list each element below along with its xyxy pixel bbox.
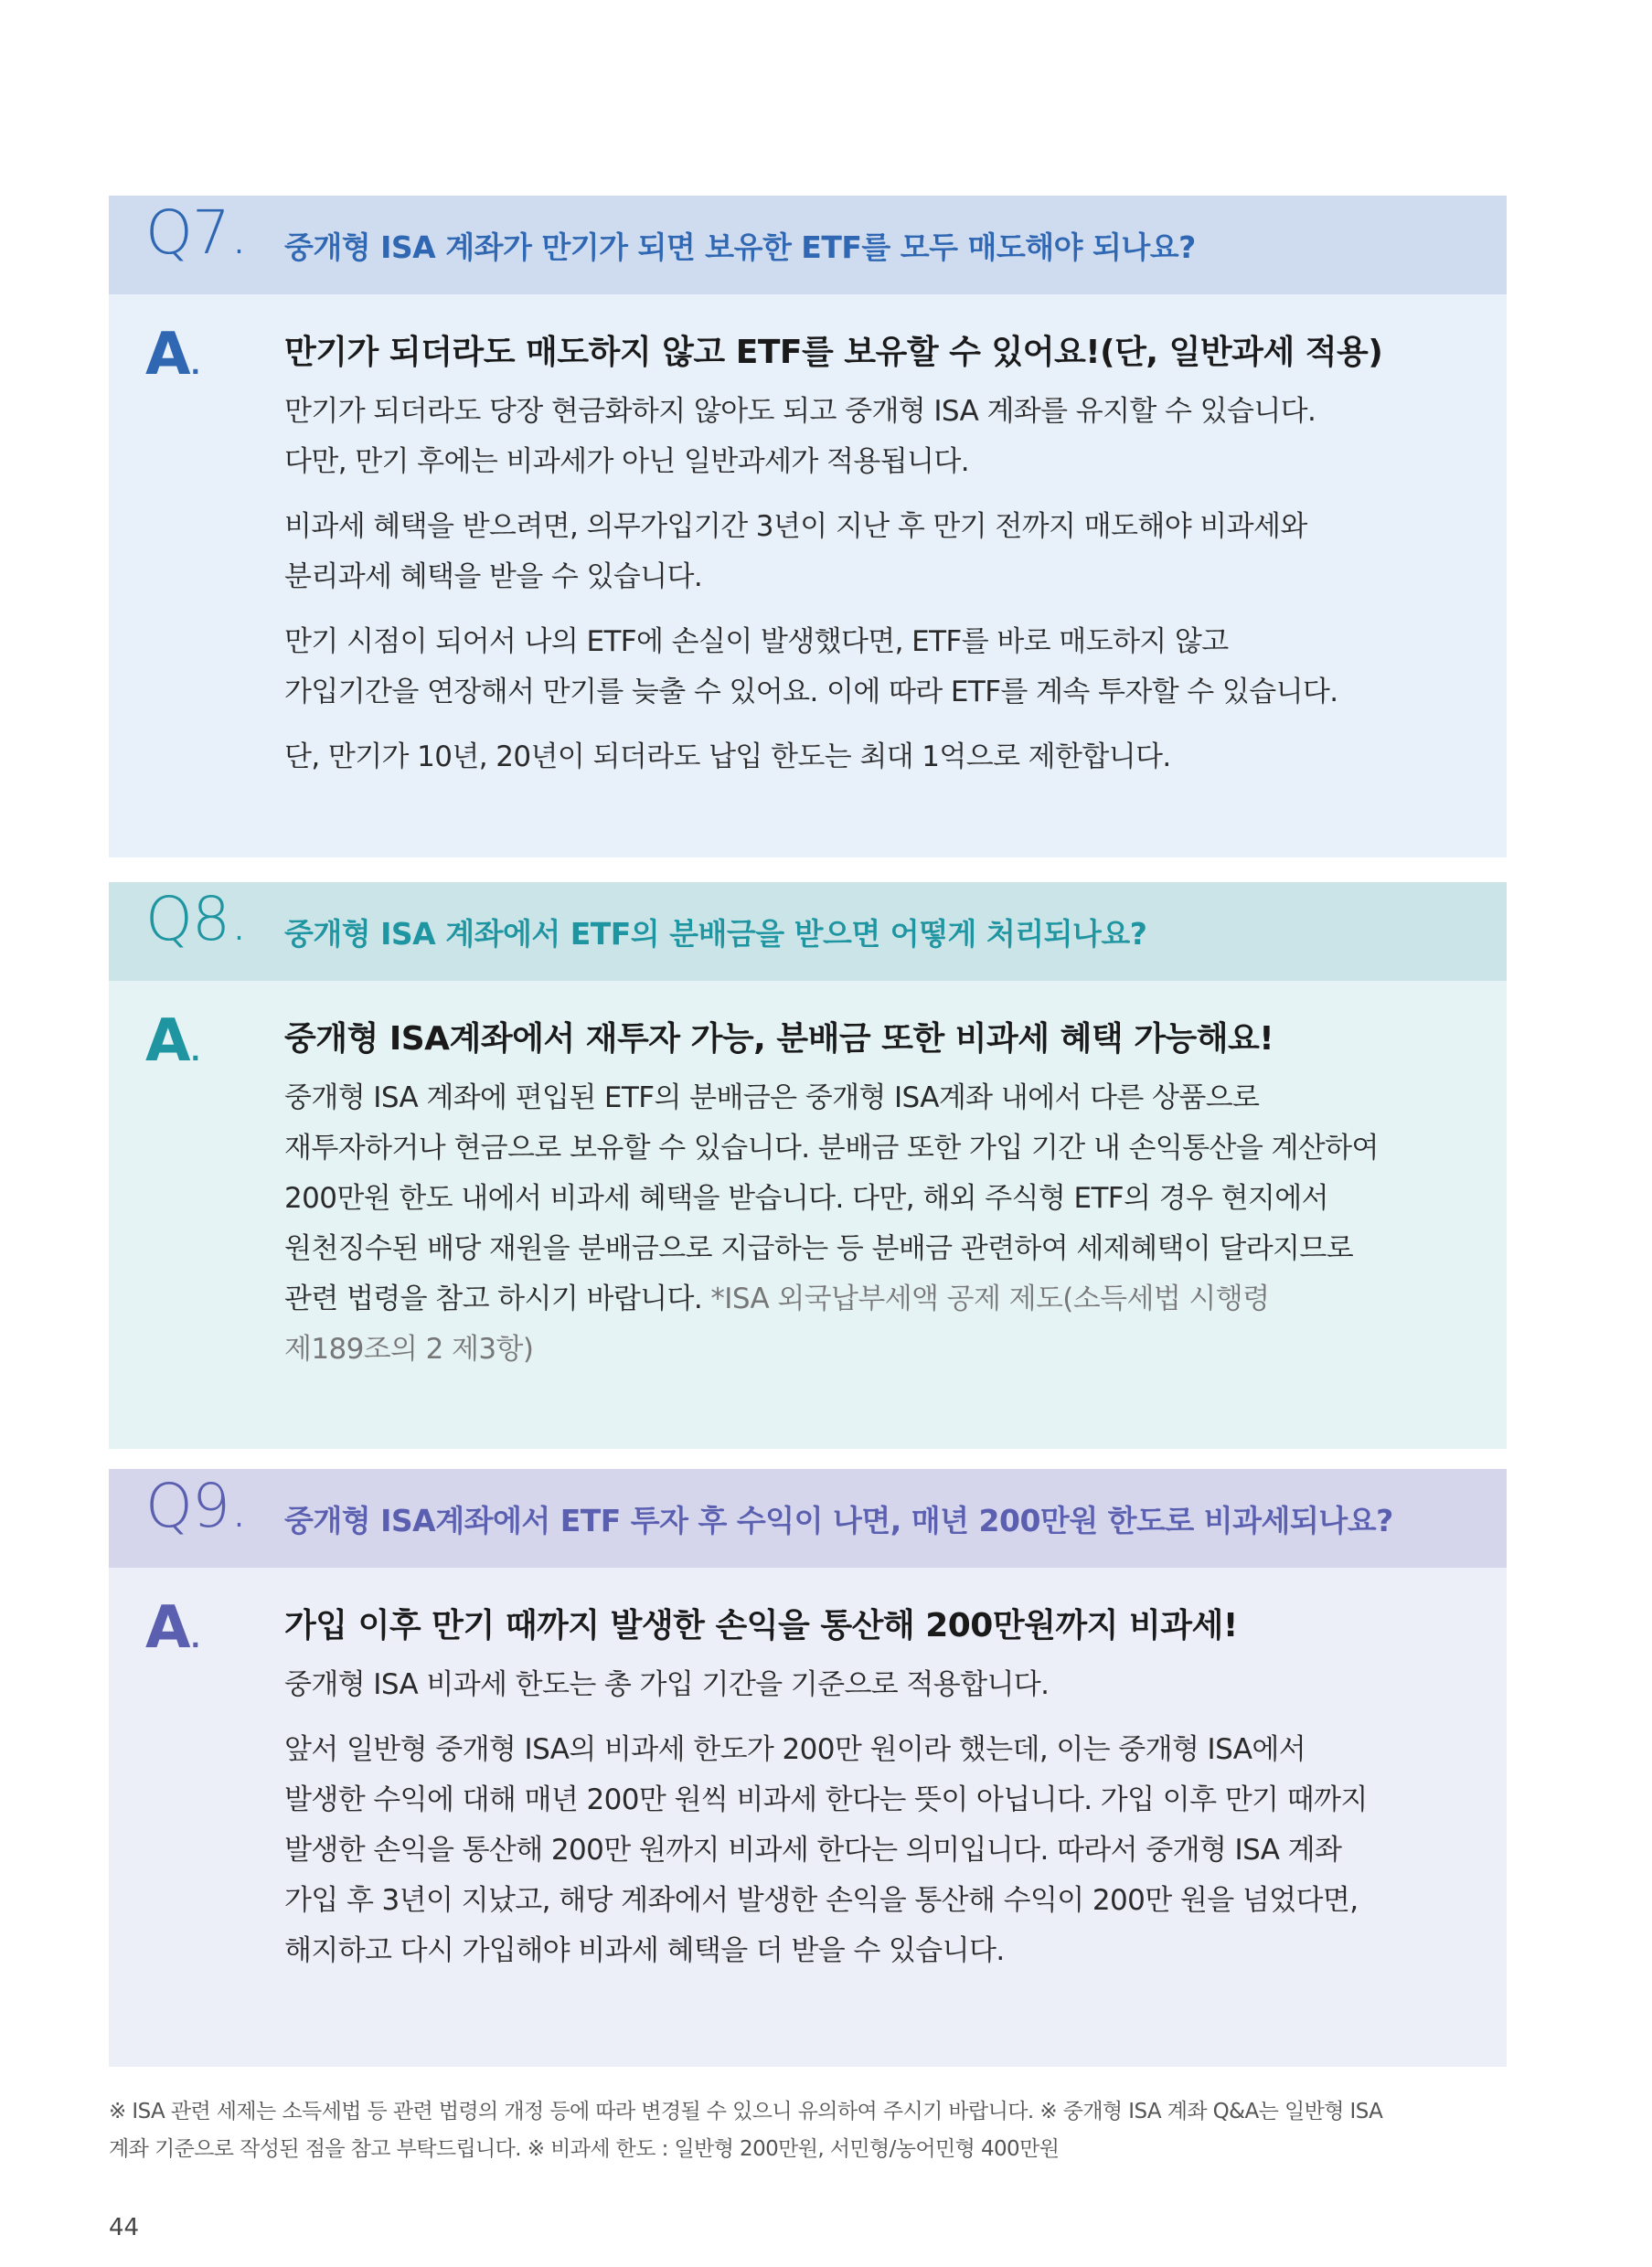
answer-mark: A. — [145, 1007, 201, 1075]
question-text: 중개형 ISA 계좌가 만기가 되면 보유한 ETF를 모두 매도해야 되나요? — [284, 229, 1196, 265]
page-number: 44 — [109, 2214, 140, 2241]
qa-block-q9 — [109, 1469, 1507, 2067]
footnote — [109, 2093, 1517, 2168]
answer-title: 가입 이후 만기 때까지 발생한 손익을 통산해 200만원까지 비과세! — [284, 1607, 1238, 1644]
answer-mark: A. — [145, 1594, 201, 1662]
question-header — [109, 196, 1507, 294]
qa-block-q8 — [109, 882, 1507, 1449]
answer-body — [109, 294, 1507, 857]
qa-block-q7 — [109, 196, 1507, 857]
answer-body — [109, 1568, 1507, 2067]
footnote-line: ※ ISA 관련 세제는 소득세법 등 관련 법령의 개정 등에 따라 변경될 수 있으니 유의하여 주시기 바랍니다. ※ 중개형 ISA 계좌 Q&A는 일반형 ISA — [109, 2100, 1383, 2123]
answer-paragraph: 중개형 ISA 비과세 한도는 총 가입 기간을 기준으로 적용합니다. — [284, 1668, 1050, 1702]
question-number: Q9. — [145, 1471, 248, 1541]
answer-title: 중개형 ISA계좌에서 재투자 가능, 분배금 또한 비과세 혜택 가능해요! — [284, 1020, 1274, 1058]
answer-paragraph: 만기 시점이 되어서 나의 ETF에 손실이 발생했다면, ETF를 바로 매도하지 않고 가입기간을 연장해서 만기를 늦출 수 있어요. 이에 따라 ETF를 계속 투자할 수 있습니다. — [284, 625, 1338, 709]
answer-content — [284, 1019, 1452, 1389]
answer-paragraph: 단, 만기가 10년, 20년이 되더라도 납입 한도는 최대 1억으로 제한합니다. — [284, 740, 1171, 774]
footnote-line: 계좌 기준으로 작성된 점을 참고 부탁드립니다. ※ 비과세 한도 : 일반형 200만원, 서민형/농어민형 400만원 — [109, 2137, 1060, 2161]
question-number: Q7. — [145, 197, 248, 268]
answer-paragraph: 앞서 일반형 중개형 ISA의 비과세 한도가 200만 원이라 했는데, 이는 중개형 ISA에서 발생한 수익에 대해 매년 200만 원씩 비과세 한다는 뜻이 아닙니다. 가입 이후 만기 때까지 발생한 손익을 통산해 200만 원까지 비과세 한다는 의미입니다. 따라서 중개형 ISA 계좌 가입 후 3년이 지났고, 해당 계좌에서 발생한 손익을 통산해 수익이 200만 원을 넘었다면, 해지하고 다시 가입해야 비과세 혜택을 더 받을 수 있습니다. — [284, 1733, 1368, 1968]
answer-paragraph: 중개형 ISA 계좌에 편입된 ETF의 분배금은 중개형 ISA계좌 내에서 다른 상품으로 재투자하거나 현금으로 보유할 수 있습니다. 분배금 또한 가입 기간 내 손익통산을 계산하여 200만원 한도 내에서 비과세 혜택을 받습니다. 다만, 해외 주식형 ETF의 경우 현지에서 원천징수된 배당 재원을 분배금으로 지급하는 등 분배금 관련하여 세제혜택이 달라지므로 관련 법령을 참고 하시기 바랍니다. *ISA 외국납부세액 공제 제도(소득세법 시행령 제189조의 2 제3항) — [284, 1081, 1379, 1367]
answer-content — [284, 1606, 1452, 1991]
law-reference-note: *ISA 외국납부세액 공제 제도(소득세법 시행령 — [710, 1283, 1270, 1316]
answer-mark: A. — [145, 321, 201, 388]
question-header — [109, 1469, 1507, 1568]
question-header — [109, 882, 1507, 981]
question-text: 중개형 ISA 계좌에서 ETF의 분배금을 받으면 어떻게 처리되나요? — [284, 915, 1147, 952]
answer-paragraph: 비과세 혜택을 받으려면, 의무가입기간 3년이 지난 후 만기 전까지 매도해야 비과세와 분리과세 혜택을 받을 수 있습니다. — [284, 510, 1307, 594]
question-text: 중개형 ISA계좌에서 ETF 투자 후 수익이 나면, 매년 200만원 한도로 비과세되나요? — [284, 1502, 1393, 1538]
question-number: Q8. — [145, 884, 248, 954]
law-reference-note-cont: 제189조의 2 제3항) — [284, 1333, 534, 1367]
answer-content — [284, 333, 1452, 797]
answer-title: 만기가 되더라도 매도하지 않고 ETF를 보유할 수 있어요!(단, 일반과세 적용) — [284, 334, 1383, 371]
answer-body — [109, 981, 1507, 1449]
answer-line: 관련 법령을 참고 하시기 바랍니다. — [284, 1283, 711, 1316]
answer-paragraph: 만기가 되더라도 당장 현금화하지 않아도 되고 중개형 ISA 계좌를 유지할 수 있습니다. 다만, 만기 후에는 비과세가 아닌 일반과세가 적용됩니다. — [284, 395, 1316, 479]
